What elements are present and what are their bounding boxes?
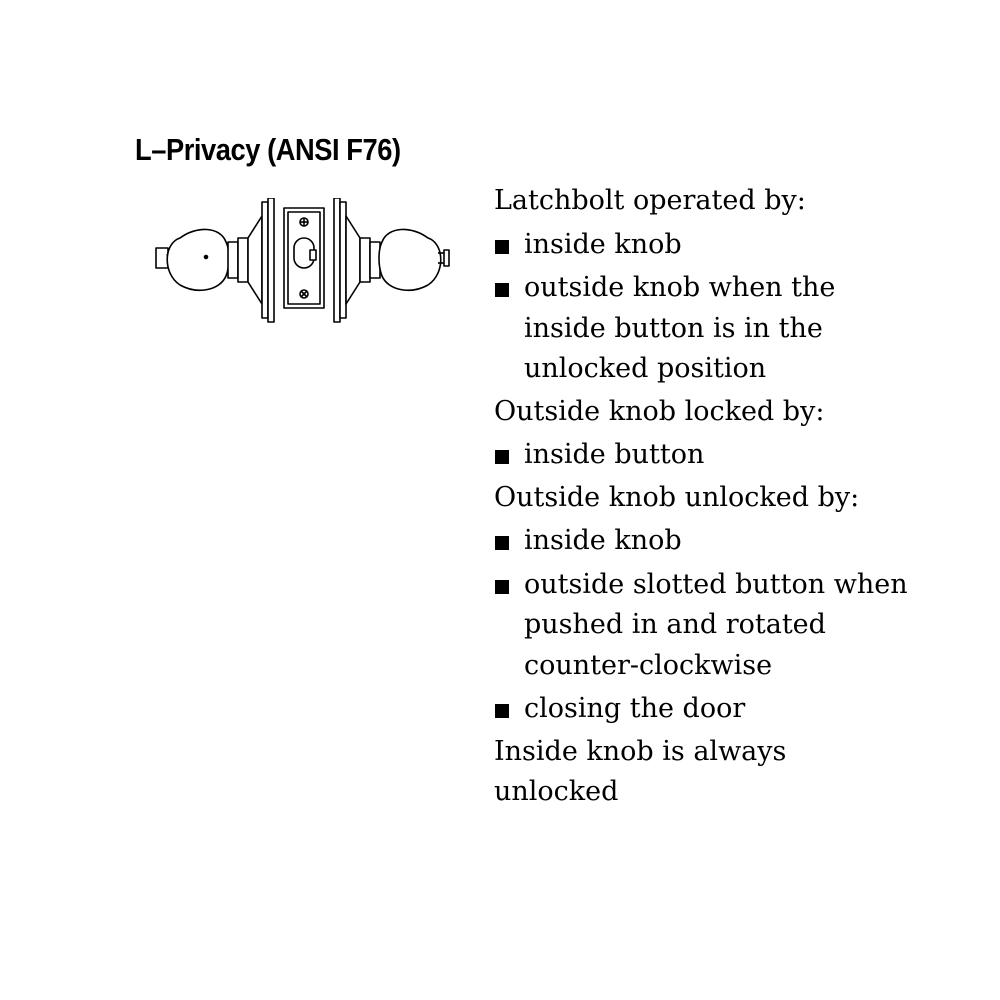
lockset-knob-diagram-icon: [150, 198, 450, 323]
list-item-text: outside slotted button when pushed in and rotated counter-clockwise: [524, 568, 908, 681]
square-bullet-icon: [495, 704, 509, 718]
list-item: [494, 225, 914, 266]
square-bullet-icon: [495, 240, 509, 254]
list-item: [494, 435, 914, 476]
list-item-text: inside knob: [524, 228, 682, 260]
bullet-list: [494, 435, 914, 476]
list-item-text: closing the door: [524, 693, 746, 724]
list-item-text: outside knob when the inside button is in the unlocked position: [524, 272, 836, 384]
list-item-text: inside button: [524, 439, 705, 470]
page-title: L–Privacy (ANSI F76): [135, 132, 401, 167]
section-heading: Inside knob is always unlocked: [494, 735, 787, 807]
section-heading: Latchbolt operated by:: [494, 185, 806, 216]
square-bullet-icon: [495, 536, 509, 550]
bullet-list: [494, 521, 914, 730]
square-bullet-icon: [495, 450, 509, 464]
section-heading: Outside knob unlocked by:: [494, 481, 860, 513]
list-item-text: inside knob: [524, 525, 682, 556]
square-bullet-icon: [495, 283, 509, 297]
lockset-diagram: [150, 198, 450, 323]
section-heading: Outside knob locked by:: [494, 395, 825, 427]
list-item: [494, 521, 914, 562]
list-item: [494, 565, 914, 687]
bullet-list: [494, 225, 914, 390]
function-description: [494, 181, 914, 813]
list-item: [494, 689, 914, 730]
square-bullet-icon: [495, 580, 509, 594]
list-item: [494, 268, 914, 390]
